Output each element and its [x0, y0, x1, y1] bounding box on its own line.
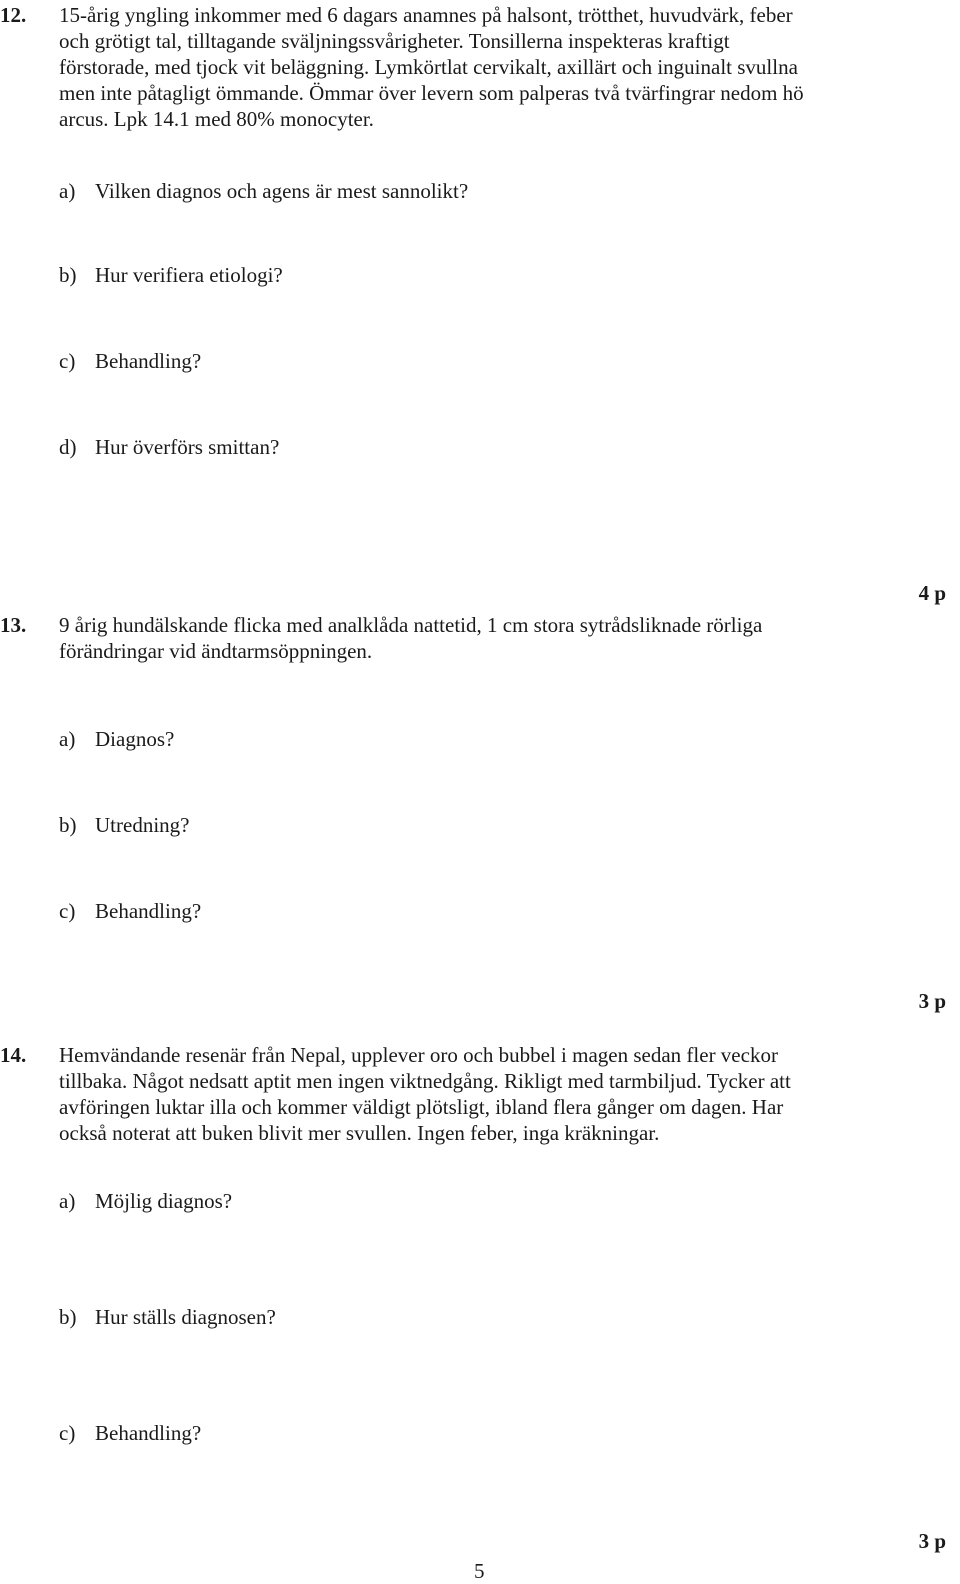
question-12-sub-c [59, 348, 201, 374]
question-12-sub-b [59, 262, 283, 288]
sub-text: Hur överförs smittan? [95, 435, 280, 459]
question-12-points: 4 p [918, 581, 946, 605]
question-12-line: förstorade, med tjock vit beläggning. Lymkörtlat cervikalt, axillärt och inguinalt svullna [59, 55, 798, 79]
question-13-line: förändringar vid ändtarmsöppningen. [59, 639, 373, 663]
sub-label: a) [59, 179, 76, 203]
question-14-text [59, 1042, 959, 1146]
sub-label: c) [59, 899, 76, 923]
question-12-line: men inte påtagligt ömmande. Ömmar över levern som palperas två tvärfingrar nedom hö [59, 81, 804, 105]
question-12-line: arcus. Lpk 14.1 med 80% monocyter. [59, 107, 374, 131]
question-14-points: 3 p [918, 1529, 946, 1553]
question-13-number: 13. [0, 613, 27, 637]
sub-label: c) [59, 1421, 76, 1445]
question-13-sub-b [59, 812, 189, 838]
question-14-sub-b [59, 1304, 276, 1330]
sub-text: Möjlig diagnos? [95, 1189, 233, 1213]
sub-label: b) [59, 263, 77, 287]
sub-text: Behandling? [95, 899, 202, 923]
sub-label: b) [59, 813, 77, 837]
question-14-line: också noterat att buken blivit mer svullen. Ingen feber, inga kräkningar. [59, 1121, 660, 1145]
sub-text: Behandling? [95, 349, 202, 373]
question-12-line: och grötigt tal, tilltagande sväljningssvårigheter. Tonsillerna inspekteras kraftigt [59, 29, 730, 53]
sub-text: Vilken diagnos och agens är mest sannolikt? [95, 179, 469, 203]
sub-label: c) [59, 349, 76, 373]
question-12-text [59, 2, 959, 132]
question-13-text [59, 612, 959, 664]
question-14-line: tillbaka. Något nedsatt aptit men ingen viktnedgång. Rikligt med tarmbiljud. Tycker att [59, 1069, 791, 1093]
question-14-sub-a [59, 1188, 232, 1214]
sub-label: a) [59, 727, 76, 751]
question-14-number: 14. [0, 1043, 27, 1067]
sub-text: Utredning? [95, 813, 190, 837]
question-13-sub-a [59, 726, 174, 752]
sub-text: Hur verifiera etiologi? [95, 263, 283, 287]
page-number: 5 [474, 1559, 485, 1583]
sub-label: a) [59, 1189, 76, 1213]
sub-text: Behandling? [95, 1421, 202, 1445]
question-14-line: avföringen luktar illa och kommer väldigt plötsligt, ibland flera gånger om dagen. Har [59, 1095, 784, 1119]
question-12-line: 15-årig yngling inkommer med 6 dagars anamnes på halsont, trötthet, huvudvärk, feber [59, 3, 793, 27]
sub-label: d) [59, 435, 77, 459]
question-13-line: 9 årig hundälskande flicka med analklåda nattetid, 1 cm stora sytrådsliknade rörliga [59, 613, 763, 637]
question-12-sub-a [59, 178, 468, 204]
question-14-line: Hemvändande resenär från Nepal, upplever oro och bubbel i magen sedan fler veckor [59, 1043, 778, 1067]
question-13-points: 3 p [918, 989, 946, 1013]
question-12-sub-d [59, 434, 279, 460]
question-14-sub-c [59, 1420, 201, 1446]
sub-text: Diagnos? [95, 727, 175, 751]
question-12-number: 12. [0, 3, 27, 27]
sub-label: b) [59, 1305, 77, 1329]
sub-text: Hur ställs diagnosen? [95, 1305, 276, 1329]
question-13-sub-c [59, 898, 201, 924]
